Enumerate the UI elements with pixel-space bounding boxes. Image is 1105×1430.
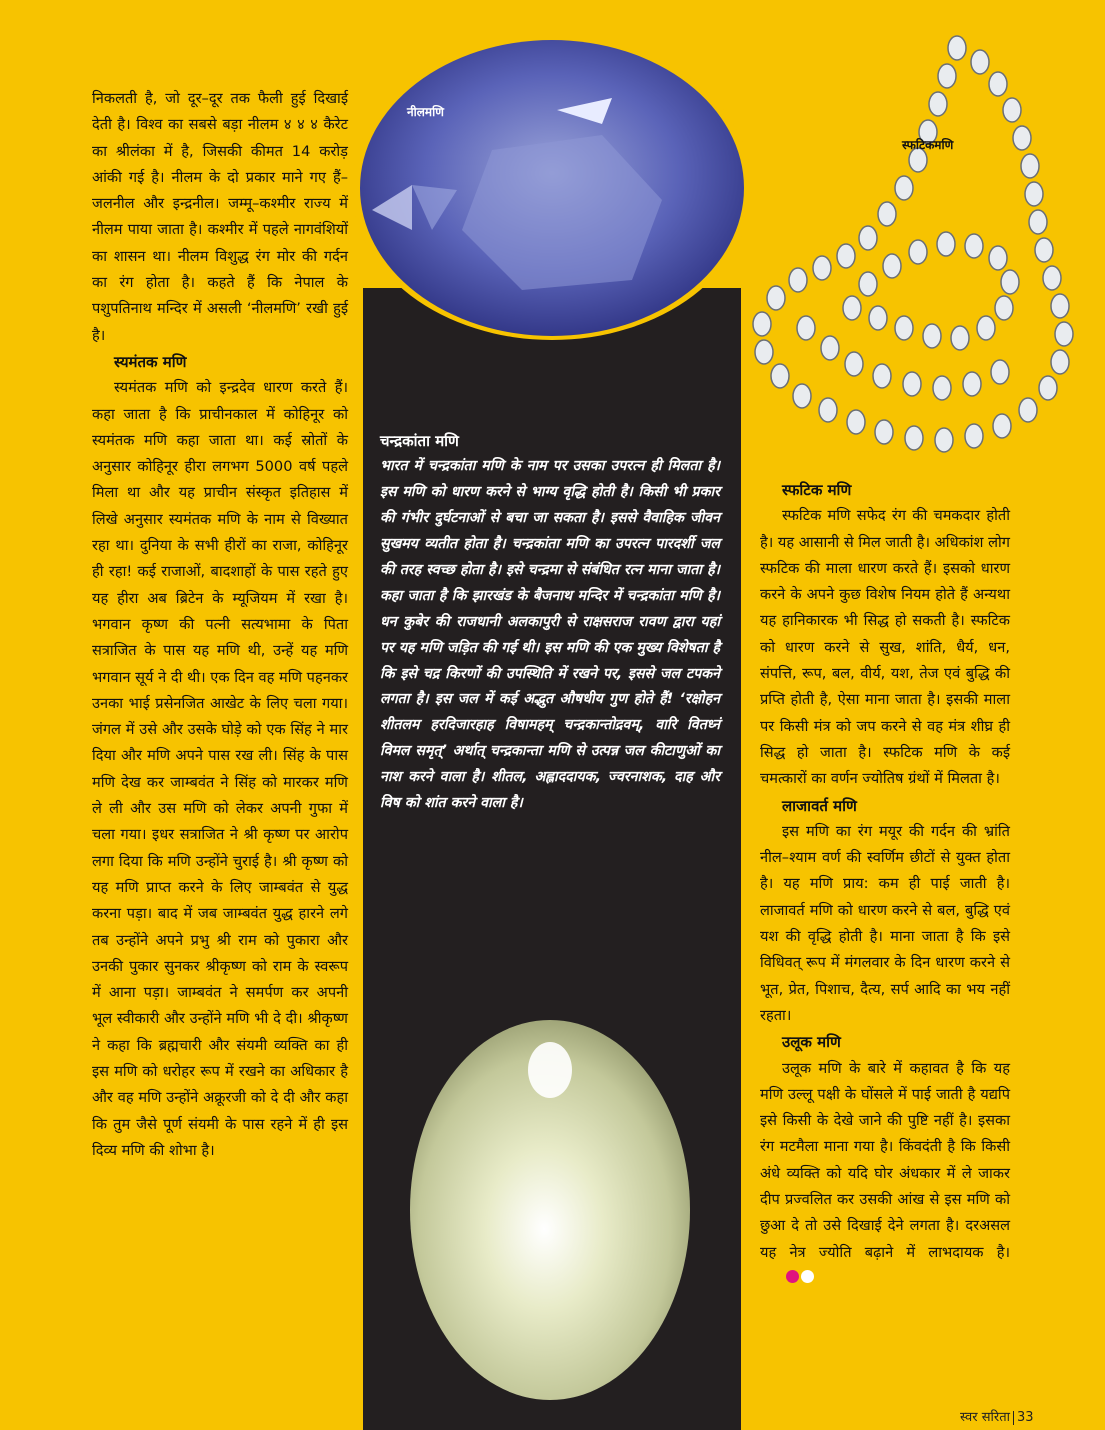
neelmani-caption: नीलमणि	[407, 105, 444, 119]
moonstone-image	[400, 940, 700, 1430]
end-mark-dots-icon	[764, 1266, 816, 1292]
chandrakanta-paragraph: भारत में चन्द्रकांता मणि के नाम पर उसका उपरत्न ही मिलता है। इस मणि को धारण करने से भाग्य वृद्धि होती है। किसी भी प्रकार की गंभीर दुर्घटनाओं से बचा जा सकता है। इससे वैवाहिक जीवन सुखमय व्यतीत होता है। चन्द्रकांता मणि का उपरत्न पारदर्शी जल की तरह स्वच्छ होता है। इसे चन्द्रमा से संबंधित रत्न माना जाता है। कहा जाता है कि झारखंड के बैजनाथ मन्दिर में चन्द्रकांता मणि है। धन कुबेर की राजधानी अलकापुरी से राक्षसराज रावण द्वारा यहां पर यह मणि जड़ित की गई थी। इस मणि की एक मुख्य विशेषता है कि इसे चद्र किरणों की उपस्थिति में रखने पर, इससे जल टपकने लगता है। इस जल में कई अद्भुत औषधीय गुण होते हैं! ‘रक्षोहन शीतलम हरदिजारहाह विषामहम् चन्द्रकान्तोद्रवम्, वारि वितध्नं विमल समृत्’ अर्थात् चन्द्रकान्ता मणि से उत्पन्न जल कीटाणुओं का नाश करने वाला है। शीतल, अह्लाददायक, ज्वरनाशक, दाह और विष को शांत करने वाला है।	[380, 458, 720, 812]
magazine-name: स्वर सरिता	[960, 1410, 1010, 1425]
middle-text-column	[380, 428, 720, 817]
sapphire-image	[352, 40, 752, 340]
chandrakanta-heading: चन्द्रकांता मणि	[380, 432, 459, 450]
uluk-paragraph	[760, 1056, 1010, 1293]
pink-dot-icon	[786, 1270, 799, 1283]
uluk-heading: उलूक मणि	[782, 1033, 841, 1052]
neelam-paragraph: निकलती है, जो दूर–दूर तक फैली हुई दिखाई देती है। विश्व का सबसे बड़ा नीलम ४ ४ ४ कैरेट का श्रीलंका में है, जिसकी कीमत 14 करोड़ आंकी गई है। नीलम के दो प्रकार माने गए हैं– जलनील और इन्द्रनील। जम्मू–कश्मीर राज्य में नीलम पाया जाता है। कश्मीर में पहले नागवंशियों का शासन था। नीलम विशुद्ध रंग मोर की गर्दन का रंग होता है। कहते हैं कि नेपाल के पशुपतिनाथ मन्दिर में असली ‘नीलमणि’ रखी हुई है।	[92, 90, 348, 344]
syamantak-paragraph: स्यमंतक मणि को इन्द्रदेव धारण करते हैं। कहा जाता है कि प्राचीनकाल में कोहिनूर को स्यमंतक मणि कहा जाता था। कई स्रोतों के अनुसार कोहिनूर हीरा लगभग 5000 वर्ष पहले मिला था और यह प्राचीन संस्कृत इतिहास में लिखे अनुसार स्यमंतक मणि के नाम से विख्यात रहा था। दुनिया के सभी हीरों का राजा, कोहिनूर ही रहा! कई राजाओं, बादशाहों के पास रहते हुए यह हीरा अब ब्रिटेन के म्यूजियम में रखा है। भगवान कृष्ण की पत्नी सत्यभामा के पिता सत्राजित के पास यह मणि थी, उन्हें यह मणि भगवान सूर्य ने दी थी। एक दिन वह मणि पहनकर उनका भाई प्रसेनजित आखेट के लिए चला गया। जंगल में उसे और उसके घोड़े को एक सिंह ने मार दिया और मणि अपने पास रख ली। सिंह के पास मणि देख कर जाम्बवंत ने सिंह को मारकर मणि ले ली और उस मणि को लेकर अपनी गुफा में चला गया। इधर सत्राजित ने श्री कृष्ण पर आरोप लगा दिया कि मणि उन्होंने चुराई है। श्री कृष्ण को यह मणि प्राप्त करने के लिए जाम्बवंत से युद्ध करना पड़ा। बाद में जब जाम्बवंत युद्ध हारने लगे तब उन्होंने अपने प्रभु श्री राम को पुकारा और उनकी पुकार सुनकर श्रीकृष्ण को राम के स्वरूप में आना पड़ा। जाम्बवंत ने समर्पण कर अपनी भूल स्वीकारी और उन्होंने मणि भी दे दी। श्रीकृष्ण ने कहा कि ब्रह्मचारी और संयमी व्यक्ति का ही इस मणि को धरोहर रूप में रखने का अधिकार है और वह मणि उन्होंने अक्रूरजी को दे दी और कहा कि तुम जैसे पूर्ण संयमी के पास रहने में ही इस दिव्य मणि की शोभा है।	[92, 379, 348, 1159]
sphatik-paragraph: स्फटिक मणि सफेद रंग की चमकदार होती है। यह आसानी से मिल जाती है। अधिकांश लोग स्फटिक की माला धारण करते हैं। इसको धारण करने के अपने कुछ विशेष नियम होते हैं अन्यथा यह हानिकारक भी सिद्ध हो सकती है। स्फटिक को धारण करने से सुख, शांति, धैर्य, धन, संपत्ति, रूप, बल, वीर्य, यश, तेज एवं बुद्धि की प्रप्ति होती है, ऐसा माना जाता है। इसकी माला पर किसी मंत्र को जप करने से वह मंत्र शीघ्र ही सिद्ध हो जाता है। स्फटिक मणि के कई चमत्कारों का वर्णन ज्योतिष ग्रंथों में मिलता है।	[760, 507, 1011, 788]
white-dot-icon	[801, 1270, 814, 1283]
page-footer	[960, 1407, 1034, 1425]
syamantak-heading: स्यमंतक मणि	[114, 352, 187, 371]
left-text-column	[92, 86, 348, 1164]
sphatik-heading: स्फटिक मणि	[782, 481, 852, 499]
sphatik-mala-image	[742, 18, 1082, 473]
lajavart-paragraph: इस मणि का रंग मयूर की गर्दन की भ्रांति नील–श्याम वर्ण की स्वर्णिम छीटों से युक्त होता है। यह मणि प्राय: कम ही पाई जाती है। लाजावर्त मणि को धारण करने से बल, बुद्धि एवं यश की वृद्धि होती है। माना जाता है कि इसे विधिवत् रूप में मंगलवार के दिन धारण करने से भूत, प्रेत, पिशाच, दैत्य, सर्प आदि का भय नहीं रहता।	[760, 822, 1010, 1024]
page-number: 33	[1016, 1410, 1034, 1425]
uluk-paragraph-text: उलूक मणि के बारे में कहावत है कि यह मणि उल्लू पक्षी के घोंसले में पाई जाती है यद्यपि इसे किसी के देखे जाने की पुष्टि नहीं है। इसका रंग मटमैला माना गया है। किंवदंती है कि किसी अंधे व्यक्ति को यदि घोर अंधकार में ले जाकर दीप प्रज्वलित कर उसकी आंख से इस मणि को छुआ दे तो उसे दिखाई देने लगता है। दरअसल यह नेत्र ज्योति बढ़ाने में लाभदायक है।	[760, 1059, 1010, 1261]
lajavart-heading: लाजावर्त मणि	[782, 796, 857, 815]
footer-divider	[1013, 1411, 1014, 1425]
right-text-column	[760, 477, 1010, 1292]
sphatikmani-caption: स्फटिकमणि	[902, 138, 954, 152]
